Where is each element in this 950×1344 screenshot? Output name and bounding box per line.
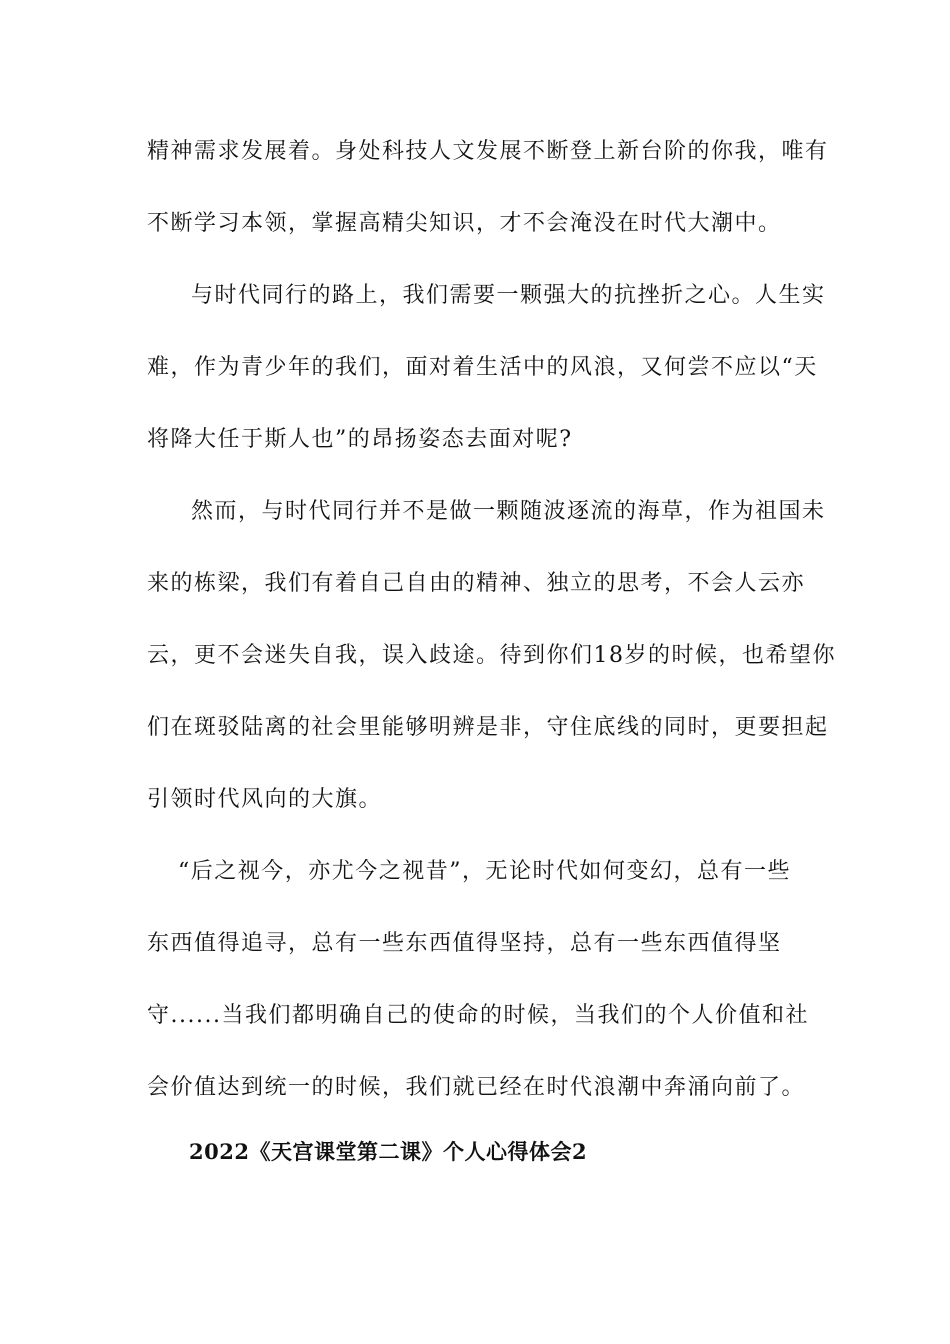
paragraph-line: 与时代同行的路上，我们需要一颗强大的抗挫折之心。人生实 xyxy=(191,283,826,308)
paragraph-line: 会价值达到统一的时候，我们就已经在时代浪潮中奔涌向前了。 xyxy=(147,1075,806,1100)
paragraph-line: 来的栋梁，我们有着自己自由的精神、独立的思考，不会人云亦 xyxy=(147,571,806,596)
paragraph-line: 然而，与时代同行并不是做一颗随波逐流的海草，作为祖国未 xyxy=(191,499,826,524)
paragraph-line: 们在斑驳陆离的社会里能够明辨是非，守住底线的同时，更要担起 xyxy=(147,715,829,740)
paragraph-line: 云，更不会迷失自我，误入歧途。待到你们18岁的时候，也希望你 xyxy=(147,643,836,668)
paragraph-line: “后之视今，亦尤今之视昔”，无论时代如何变幻，总有一些 xyxy=(178,859,791,884)
paragraph-line: 将降大任于斯人也”的昂扬姿态去面对呢? xyxy=(147,427,573,452)
paragraph-line: 难，作为青少年的我们，面对着生活中的风浪，又何尝不应以“天 xyxy=(147,355,818,380)
paragraph-line: 东西值得追寻，总有一些东西值得坚持，总有一些东西值得坚 xyxy=(147,931,782,956)
paragraph-line: 不断学习本领，掌握高精尖知识，才不会淹没在时代大潮中。 xyxy=(147,211,782,236)
paragraph-line: 引领时代风向的大旗。 xyxy=(147,787,383,812)
section-heading: 2022《天宫课堂第二课》个人心得体会2 xyxy=(189,1139,588,1164)
paragraph-line: 守......当我们都明确自己的使命的时候，当我们的个人价值和社 xyxy=(147,1003,809,1028)
paragraph-line: 精神需求发展着。身处科技人文发展不断登上新台阶的你我，唯有 xyxy=(147,139,829,164)
